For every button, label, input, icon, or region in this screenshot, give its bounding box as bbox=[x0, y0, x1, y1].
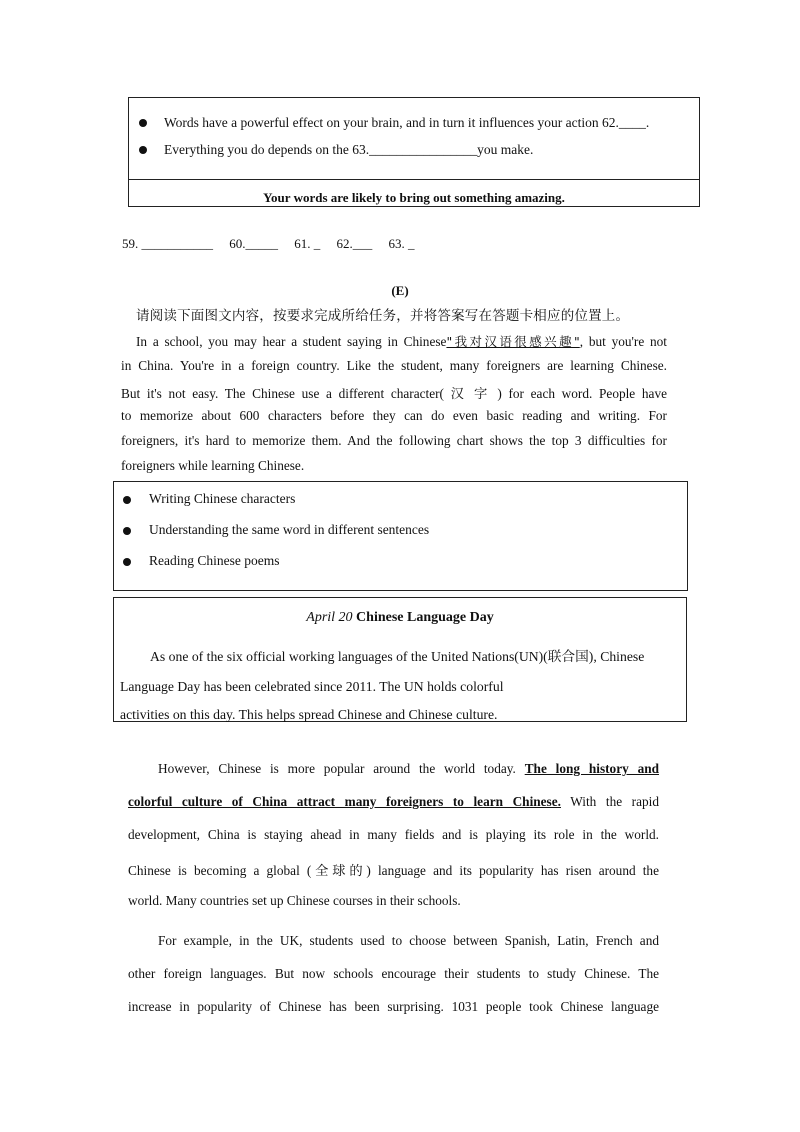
body-line: world. Many countries set up Chinese courses in their schools. bbox=[128, 893, 461, 908]
language-day-line: As one of the six official working languages of the United Nations(UN)(联合国), Chinese bbox=[150, 649, 645, 664]
task-summary: Your words are likely to bring out something amazing. bbox=[263, 190, 565, 205]
bullet-icon bbox=[123, 558, 131, 566]
difficulty-item: Understanding the same word in different sentences bbox=[149, 522, 430, 537]
body-line: other foreign languages. But now schools encourage their students to study Chinese. The bbox=[128, 966, 659, 981]
intro-line: foreigners, it's hard to memorize them. And the following chart shows the top 3 difficulties for bbox=[121, 433, 667, 448]
body-line: colorful culture of China attract many foreigners to learn Chinese. With the rapid bbox=[128, 794, 659, 809]
language-day-line: activities on this day. This helps spread Chinese and Chinese culture. bbox=[120, 707, 498, 722]
answer-line: 59. ___________ 60._____ 61. _ 62.___ 63. _ bbox=[122, 236, 415, 251]
body-line: However, Chinese is more popular around the world today. The long history and bbox=[158, 761, 660, 776]
intro-line: in China. You're in a foreign country. Like the student, many foreigners are learning Chinese. bbox=[121, 358, 667, 373]
body-line: development, China is staying ahead in many fields and is playing its role in the world. bbox=[128, 827, 659, 842]
language-day-title: April 20 Chinese Language Day bbox=[306, 610, 494, 625]
divider bbox=[129, 179, 699, 180]
body-line: increase in popularity of Chinese has been surprising. 1031 people took Chinese language bbox=[128, 999, 659, 1014]
body-line: Chinese is becoming a global (全球的) language and its popularity has risen around the bbox=[128, 863, 659, 878]
body-line: For example, in the UK, students used to choose between Spanish, Latin, French and bbox=[158, 933, 659, 948]
task-bullet: Words have a powerful effect on your brain, and in turn it influences your action 62.____. bbox=[164, 115, 650, 130]
instruction: 请阅读下面图文内容，按要求完成所给任务，并将答案写在答题卡相应的位置上。 bbox=[136, 308, 630, 324]
bullet-icon bbox=[123, 496, 131, 504]
task-bullet: Everything you do depends on the 63.________________you make. bbox=[164, 142, 534, 157]
intro-line: to memorize about 600 characters before they can do even basic reading and writing. For bbox=[121, 408, 667, 423]
intro-line: foreigners while learning Chinese. bbox=[121, 458, 305, 473]
bullet-icon bbox=[139, 146, 147, 154]
intro-line: But it's not easy. The Chinese use a different character( 汉 字 ) for each word. People have bbox=[121, 386, 667, 401]
task-box bbox=[128, 97, 700, 207]
section-title: (E) bbox=[391, 283, 409, 298]
language-day-line: Language Day has been celebrated since 2011. The UN holds colorful bbox=[120, 679, 504, 694]
language-day-box bbox=[113, 597, 687, 722]
difficulty-item: Reading Chinese poems bbox=[149, 553, 280, 568]
difficulties-chart bbox=[113, 481, 688, 591]
difficulty-item: Writing Chinese characters bbox=[149, 491, 296, 506]
intro-line: In a school, you may hear a student saying in Chinese"我对汉语很感兴趣", but you're not bbox=[136, 334, 667, 349]
bullet-icon bbox=[139, 119, 147, 127]
bullet-icon bbox=[123, 527, 131, 535]
